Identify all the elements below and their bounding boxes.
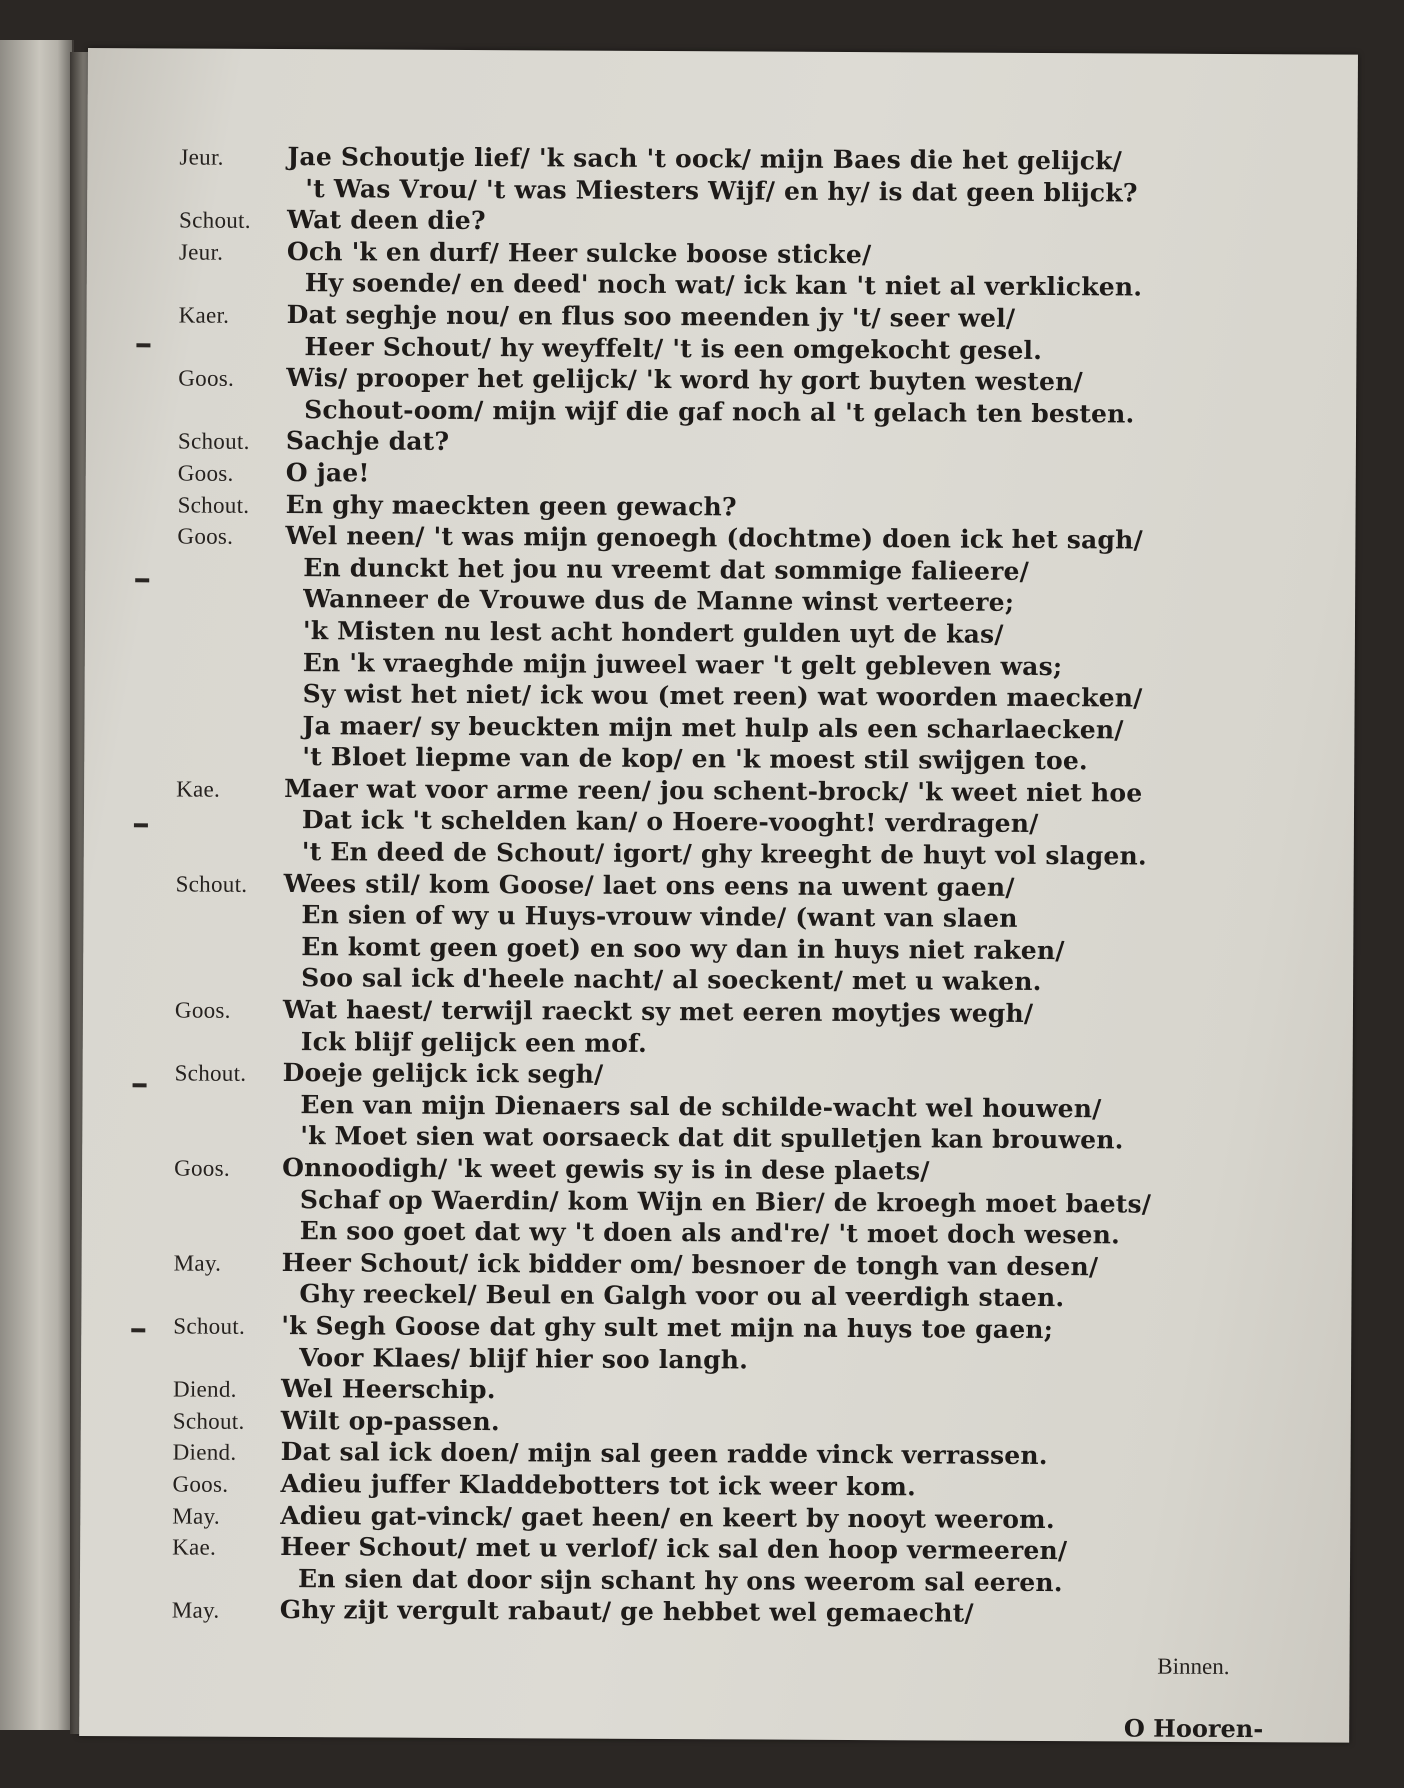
dialogue-line — [172, 1562, 1172, 1599]
dialogue-line — [173, 1341, 1173, 1378]
dialogue-line — [177, 678, 1177, 715]
binding-stitch — [134, 823, 148, 827]
speaker-name: May. — [171, 1597, 220, 1624]
dialogue-line — [175, 994, 1175, 1031]
dialogue-line — [177, 614, 1177, 651]
dialogue-line — [177, 551, 1177, 588]
dialogue-line — [175, 1025, 1175, 1062]
speech-text: Ghy reeckel/ Beul en Galgh voor ou al veerdigh staen. — [299, 1279, 1065, 1313]
speech-text: Ick blijf gelijck een mof. — [300, 1026, 648, 1058]
dialogue-line — [176, 836, 1176, 873]
speech-text: Wilt op-passen. — [280, 1405, 500, 1436]
dialogue-line — [172, 1594, 1172, 1631]
speaker-name: Jeur. — [179, 144, 224, 170]
dialogue-line — [173, 1373, 1173, 1410]
speech-text: Adieu juffer Kladdebotters tot ick weer kom. — [280, 1468, 917, 1502]
speech-text: Wel Heerschip. — [280, 1374, 496, 1405]
speech-text: Ja maer/ sy beuckten mijn met hulp als een scharlaecken/ — [302, 710, 1124, 745]
speaker-name: Schout. — [175, 871, 248, 897]
dialogue-line — [178, 488, 1178, 525]
dialogue-line — [173, 1278, 1173, 1315]
speaker-name: Schout. — [172, 1408, 245, 1434]
dialogue-line — [172, 1467, 1172, 1504]
dialogue-line — [174, 1215, 1174, 1252]
dialogue-line — [174, 1246, 1174, 1283]
speech-text: Wis/ prooper het gelijck/ 'k word hy gort buyten westen/ — [286, 363, 1083, 397]
speech-text: Voor Klaes/ blijf hier soo langh. — [299, 1342, 749, 1375]
dialogue-line — [177, 583, 1177, 620]
speaker-name: May. — [172, 1502, 221, 1529]
speaker-name: Schout. — [179, 207, 251, 234]
speech-text: En ghy maeckten geen gewach? — [285, 489, 737, 521]
speaker-name: Goos. — [178, 365, 235, 391]
dialogue-line — [178, 456, 1178, 493]
speaker-name: Goos. — [177, 523, 234, 549]
speech-text: Soo sal ick d'heele nacht/ al soeckent/ met u waken. — [301, 963, 1042, 997]
speech-text: En sien of wy u Huys-vrouw vinde/ (want van slaen — [301, 900, 1018, 934]
speech-text: Adieu gat-vinck/ gaet heen/ en keert by nooyt weerom. — [280, 1500, 1055, 1534]
speech-text: Ghy zijt vergult rabaut/ ge hebbet wel gemaecht/ — [279, 1595, 974, 1628]
dialogue-line — [174, 1151, 1174, 1188]
dialogue-line — [175, 899, 1175, 936]
speaker-name: Schout. — [174, 1060, 247, 1087]
binding-stitch — [133, 1083, 147, 1087]
dialogue-line — [172, 1531, 1172, 1568]
speech-text: 'k Segh Goose dat ghy sult met mijn na huys toe gaen; — [281, 1310, 1054, 1345]
speech-text: O jae! — [285, 457, 370, 488]
stage-direction: Binnen. — [1157, 1653, 1230, 1679]
dialogue-line — [176, 804, 1176, 841]
dialogue-line — [174, 1088, 1174, 1125]
speech-text: Heer Schout/ ick bidder om/ besnoer de tongh van desen/ — [281, 1247, 1099, 1282]
dialogue-line — [172, 1499, 1172, 1536]
dialogue-line — [176, 772, 1176, 809]
speech-text: Sy wist het niet/ ick wou (met reen) wat woorden maecken/ — [302, 679, 1143, 713]
speech-text: En komt geen goet) en soo wy dan in huys niet raken/ — [301, 931, 1065, 965]
speaker-name: Goos. — [174, 997, 231, 1023]
speech-text: Schout-oom/ mijn wijf die gaf noch al 't gelach ten besten. — [304, 394, 1135, 429]
dialogue-line — [178, 425, 1178, 462]
speech-text: Och 'k en durf/ Heer sulcke boose sticke/ — [286, 236, 872, 269]
speech-text: Wanneer de Vrouwe dus de Manne winst verteere; — [303, 584, 1015, 618]
dialogue-line — [174, 1183, 1174, 1220]
dialogue-line — [173, 1436, 1173, 1473]
dialogue-line — [173, 1404, 1173, 1441]
speaker-name: Diend. — [172, 1376, 237, 1402]
catchword: O Hooren- — [1123, 1713, 1264, 1744]
speech-text: Heer Schout/ met u verlof/ ick sal den hoop vermeeren/ — [280, 1532, 1068, 1566]
speaker-name: Schout. — [173, 1313, 246, 1339]
dialogue-line — [179, 204, 1179, 241]
dialogue-line — [176, 709, 1176, 746]
speech-text: 't En deed de Schout/ igort/ ghy kreeght de huyt vol slagen. — [301, 837, 1147, 871]
speech-text: Een van mijn Dienaers sal de schilde-wacht wel houwen/ — [300, 1089, 1102, 1124]
dialogue-line — [173, 1309, 1173, 1346]
dialogue-line — [174, 1120, 1174, 1157]
speech-text: Doeje gelijck ick segh/ — [282, 1058, 604, 1089]
speech-text: 'k Moet sien wat oorsaeck dat dit spulletjen kan brouwen. — [300, 1121, 1124, 1155]
speech-text: Wat deen die? — [287, 205, 486, 236]
speaker-name: Jeur. — [178, 239, 224, 265]
speech-text: En sien dat door sijn schant hy ons weerom sal eeren. — [297, 1563, 1063, 1597]
speech-text: Hy soende/ en deed' noch wat/ ick kan 't niet al verklicken. — [304, 268, 1143, 302]
dialogue-line — [175, 930, 1175, 967]
speaker-name: Goos. — [172, 1471, 229, 1497]
dialogue-line — [179, 235, 1179, 272]
dialogue-line — [178, 362, 1178, 399]
speaker-name: Goos. — [177, 460, 234, 486]
speaker-name: Schout. — [177, 492, 250, 518]
dialogue-line — [179, 298, 1179, 335]
speaker-name: Kae. — [172, 1534, 217, 1560]
speaker-name: Goos. — [174, 1155, 231, 1181]
speech-text: En 'k vraeghde mijn juweel waer 't gelt gebleven was; — [302, 647, 1063, 681]
speech-text: Wat haest/ terwijl raeckt sy met eeren moytjes wegh/ — [282, 995, 1034, 1028]
binding-stitch — [131, 1328, 145, 1332]
binding-stitch — [135, 578, 149, 582]
speaker-name: Schout. — [177, 428, 250, 455]
speech-text: Jae Schoutje lief/ 'k sach 't oock/ mijn Baes die het gelijck/ — [287, 142, 1123, 176]
book-page — [79, 48, 1358, 1743]
dialogue-line — [175, 1057, 1175, 1094]
dialogue-line — [175, 962, 1175, 999]
dialogue-line — [176, 741, 1176, 778]
speech-text: Dat seghje nou/ en flus soo meenden jy 't/ seer wel/ — [286, 300, 1016, 333]
speech-text: Sachje dat? — [285, 426, 450, 457]
dialogue-line — [177, 646, 1177, 683]
dialogue-line — [179, 140, 1179, 177]
speech-text: 't Was Vrou/ 't was Miesters Wijf/ en hy/ is dat geen blijck? — [305, 173, 1138, 208]
dialogue-line — [179, 172, 1179, 209]
speaker-name: Diend. — [172, 1439, 237, 1466]
dialogue-line — [178, 393, 1178, 430]
speech-text: En soo goet dat wy 't doen als and're/ 't moet doch wesen. — [299, 1216, 1121, 1250]
speech-text: Maer wat voor arme reen/ jou schent-brock/ 'k weet niet hoe — [284, 773, 1143, 808]
speaker-name: Kae. — [176, 776, 221, 802]
dialogue-line — [178, 330, 1178, 367]
binding-stitch — [136, 343, 150, 347]
speech-text: Heer Schout/ hy weyffelt/ 't is een omgekocht gesel. — [304, 331, 1043, 365]
play-text — [172, 140, 1180, 1630]
speaker-name: Kaer. — [178, 302, 230, 328]
speech-text: 'k Misten nu lest acht hondert gulden uyt de kas/ — [302, 616, 1004, 649]
dialogue-line — [179, 267, 1179, 304]
speech-text: En dunckt het jou nu vreemt dat sommige falieere/ — [303, 552, 1030, 586]
dialogue-line — [176, 867, 1176, 904]
speech-text: Dat ick 't schelden kan/ o Hoere-vooght! verdragen/ — [301, 805, 1039, 839]
speech-text: 't Bloet liepme van de kop/ en 'k moest stil swijgen toe. — [302, 742, 1088, 776]
speech-text: Dat sal ick doen/ mijn sal geen radde vinck verrassen. — [280, 1437, 1048, 1471]
speech-text: Wees stil/ kom Goose/ laet ons eens na uwent gaen/ — [283, 868, 1015, 902]
dialogue-line — [177, 520, 1177, 557]
speech-text: Wel neen/ 't was mijn genoegh (dochtme) doen ick het sagh/ — [285, 521, 1143, 555]
speech-text: Schaf op Waerdin/ kom Wijn en Bier/ de kroegh moet baets/ — [299, 1184, 1152, 1219]
speech-text: Onnoodigh/ 'k weet gewis sy is in dese plaets/ — [282, 1153, 930, 1186]
speaker-name: May. — [173, 1250, 222, 1276]
left-page-edge — [0, 40, 74, 1730]
